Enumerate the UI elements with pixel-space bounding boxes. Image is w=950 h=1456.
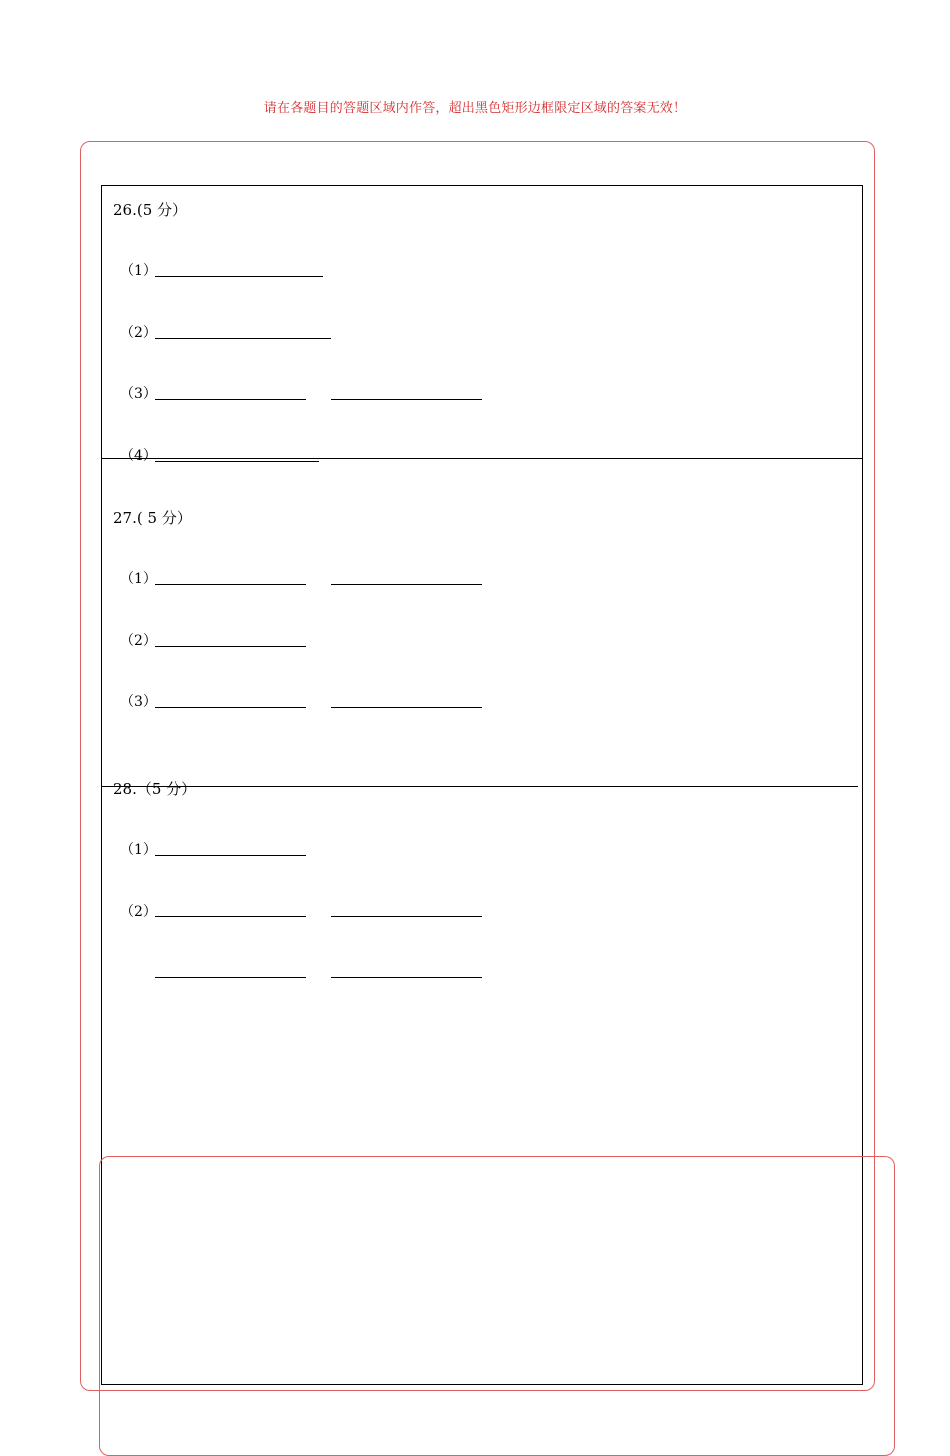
item-label: （2） [120, 633, 157, 649]
item-label: （2） [120, 904, 157, 920]
item-label: （1） [120, 263, 157, 279]
item-label: （4） [120, 448, 157, 464]
question-28-title: 28.（5 分） [113, 780, 197, 798]
answer-blank[interactable] [155, 646, 306, 647]
answer-blank[interactable] [155, 276, 323, 277]
question-28-item-2 [120, 901, 157, 921]
question-divider [101, 786, 858, 787]
answer-blank[interactable] [155, 399, 306, 400]
answer-blank[interactable] [331, 916, 482, 917]
answer-area-notice: 请在各题目的答题区域内作答，超出黑色矩形边框限定区域的答案无效！ [263, 101, 687, 116]
question-26-item-3 [120, 383, 157, 403]
next-answer-sheet-frame [99, 1156, 895, 1456]
answer-blank[interactable] [155, 461, 319, 462]
question-28-item-1 [120, 839, 157, 859]
item-label: （1） [120, 842, 157, 858]
question-26-item-4 [120, 445, 157, 465]
answer-blank[interactable] [331, 977, 482, 978]
answer-blank[interactable] [331, 707, 482, 708]
answer-blank[interactable] [155, 338, 331, 339]
answer-blank[interactable] [155, 584, 306, 585]
question-26-item-2 [120, 322, 157, 342]
question-26-title: 26.(5 分） [113, 201, 188, 219]
item-label: （3） [120, 694, 157, 710]
item-label: （2） [120, 325, 157, 341]
question-27-item-2 [120, 630, 157, 650]
question-divider [101, 458, 863, 459]
answer-blank[interactable] [155, 977, 306, 978]
answer-blank[interactable] [331, 584, 482, 585]
item-label: （3） [120, 386, 157, 402]
question-27-item-3 [120, 691, 157, 711]
item-label: （1） [120, 571, 157, 587]
answer-blank[interactable] [155, 707, 306, 708]
answer-blank[interactable] [155, 916, 306, 917]
answer-blank[interactable] [331, 399, 482, 400]
question-26-item-1 [120, 260, 157, 280]
question-27-item-1 [120, 568, 157, 588]
answer-blank[interactable] [155, 855, 306, 856]
question-27-title: 27.( 5 分） [113, 509, 192, 527]
